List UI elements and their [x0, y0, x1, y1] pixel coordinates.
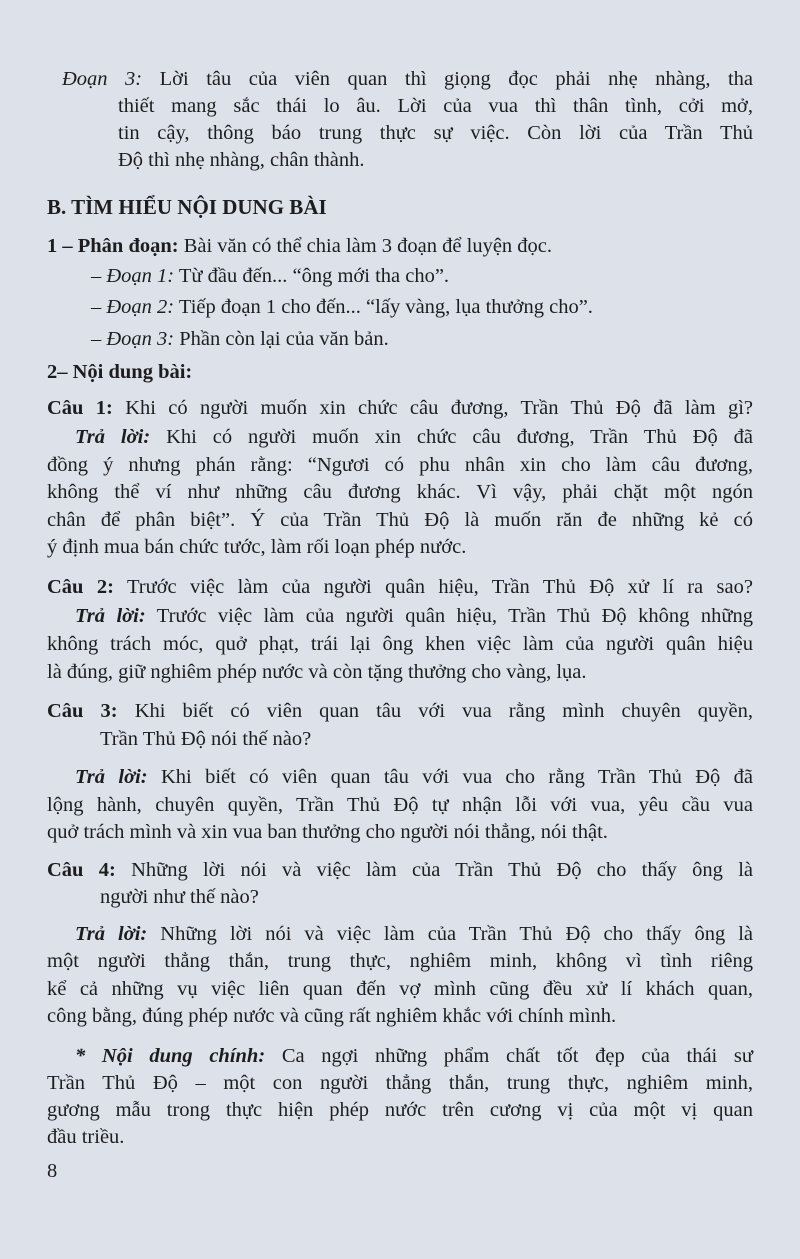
answer-4-line: công bằng, đúng phép nước và cũng rất nghiêm khắc với chính mình.	[47, 1005, 617, 1027]
intro-paragraph-line	[62, 66, 753, 93]
answer-1-line: ý định mua bán chức tước, làm rối loạn phép nước.	[47, 536, 467, 558]
answer-label: Trả lời:	[75, 605, 146, 627]
answer-label: Trả lời:	[75, 766, 148, 788]
page-number: 8	[47, 1160, 58, 1182]
main-content-text: Ca ngợi những phẩm chất tốt đẹp của thái sư	[281, 1045, 753, 1067]
question-label: Câu 3:	[47, 700, 118, 722]
answer-text: Khi biết có viên quan tâu với vua cho rằng Trần Thủ Độ đã	[160, 766, 753, 788]
answer-text: Những lời nói và việc làm của Trần Thủ Độ cho thấy ông là	[160, 923, 754, 945]
item-text: Từ đầu đến... “ông mới tha cho”.	[178, 265, 450, 287]
question-text: Những lời nói và việc làm của Trần Thủ Độ cho thấy ông là	[131, 859, 753, 881]
part1-item	[91, 326, 753, 353]
question-text: Khi biết có viên quan tâu với vua rằng mình chuyên quyền,	[134, 700, 754, 722]
answer-3-line: quở trách mình và xin vua ban thưởng cho người nói thẳng, nói thật.	[47, 821, 608, 843]
main-content-line: gương mẫu trong thực hiện phép nước trên cương vị của một vị quan	[47, 1099, 753, 1121]
question-text: Khi có người muốn xin chức câu đương, Trần Thủ Độ đã làm gì?	[125, 397, 753, 419]
item-label: – Đoạn 2:	[91, 296, 175, 318]
part1-text: Bài văn có thể chia làm 3 đoạn để luyện đọc.	[183, 235, 553, 257]
answer-3-line: lộng hành, chuyên quyền, Trần Thủ Độ tự nhận lỗi với vua, yêu cầu vua	[47, 794, 753, 816]
answer-4-line: một người thẳng thắn, trung thực, nghiêm minh, không vì tình riêng	[47, 950, 753, 972]
answer-4-line	[75, 921, 753, 948]
main-content-line: đầu triều.	[47, 1126, 125, 1148]
part1-item	[91, 294, 753, 321]
answer-text: Trước việc làm của người quân hiệu, Trần Thủ Độ không những	[156, 605, 753, 627]
question-1	[47, 395, 753, 422]
answer-text: Khi có người muốn xin chức câu đương, Trần Thủ Độ đã	[166, 426, 753, 448]
main-content-line	[75, 1043, 753, 1070]
section-heading: B. TÌM HIỂU NỘI DUNG BÀI	[47, 195, 327, 219]
part2-heading: 2– Nội dung bài:	[47, 361, 193, 383]
question-4-line: người như thế nào?	[100, 886, 259, 908]
main-content-label: * Nội dung chính:	[75, 1045, 266, 1067]
item-text: Tiếp đoạn 1 cho đến... “lấy vàng, lụa thưởng cho”.	[178, 296, 593, 318]
part1-label: 1 – Phân đoạn:	[47, 235, 179, 257]
answer-2-line	[75, 603, 753, 630]
question-3-line: Trần Thủ Độ nói thế nào?	[100, 728, 312, 750]
intro-paragraph-line: thiết mang sắc thái lo âu. Lời của vua thì thân tình, cởi mở,	[118, 95, 753, 117]
item-text: Phần còn lại của văn bản.	[179, 328, 389, 350]
part1-item	[91, 263, 753, 290]
question-4	[47, 857, 753, 884]
main-content-line: Trần Thủ Độ – một con người thẳng thắn, trung thực, nghiêm minh,	[47, 1072, 753, 1094]
answer-label: Trả lời:	[75, 426, 151, 448]
question-text: Trước việc làm của người quân hiệu, Trần Thủ Độ xử lí ra sao?	[126, 576, 753, 598]
answer-3-line	[75, 764, 753, 791]
answer-label: Trả lời:	[75, 923, 148, 945]
text: Lời tâu của viên quan thì giọng đọc phải nhẹ nhàng, tha	[159, 68, 754, 90]
question-3	[47, 698, 753, 725]
intro-paragraph-line: tin cậy, thông báo trung thực sự việc. Còn lời của Trần Thủ	[118, 122, 753, 144]
answer-1-line: đồng ý nhưng phán rằng: “Ngươi có phu nhân xin cho làm câu đương,	[47, 454, 753, 476]
answer-1-line: chân để phân biệt”. Ý của Trần Thủ Độ là muốn răn đe những kẻ có	[47, 509, 753, 531]
intro-paragraph-line: Độ thì nhẹ nhàng, chân thành.	[118, 149, 365, 171]
answer-4-line: kể cả những vụ việc liên quan đến vợ mình cũng đều xử lí khách quan,	[47, 978, 753, 1000]
answer-1-line: không thể ví như những câu đương khác. Vì vậy, phải chặt một ngón	[47, 481, 753, 503]
question-label: Câu 4:	[47, 859, 116, 881]
item-label: – Đoạn 1:	[91, 265, 175, 287]
part1-line	[47, 233, 753, 260]
item-label: – Đoạn 3:	[91, 328, 175, 350]
answer-2-line: không trách móc, quở phạt, trái lại ông khen việc làm của người quân hiệu	[47, 633, 753, 655]
question-label: Câu 2:	[47, 576, 114, 598]
answer-2-line: là đúng, giữ nghiêm phép nước và còn tặng thưởng cho vàng, lụa.	[47, 661, 587, 683]
answer-1-line	[75, 424, 753, 451]
question-label: Câu 1:	[47, 397, 113, 419]
intro-label: Đoạn 3:	[62, 68, 143, 90]
question-2	[47, 574, 753, 601]
